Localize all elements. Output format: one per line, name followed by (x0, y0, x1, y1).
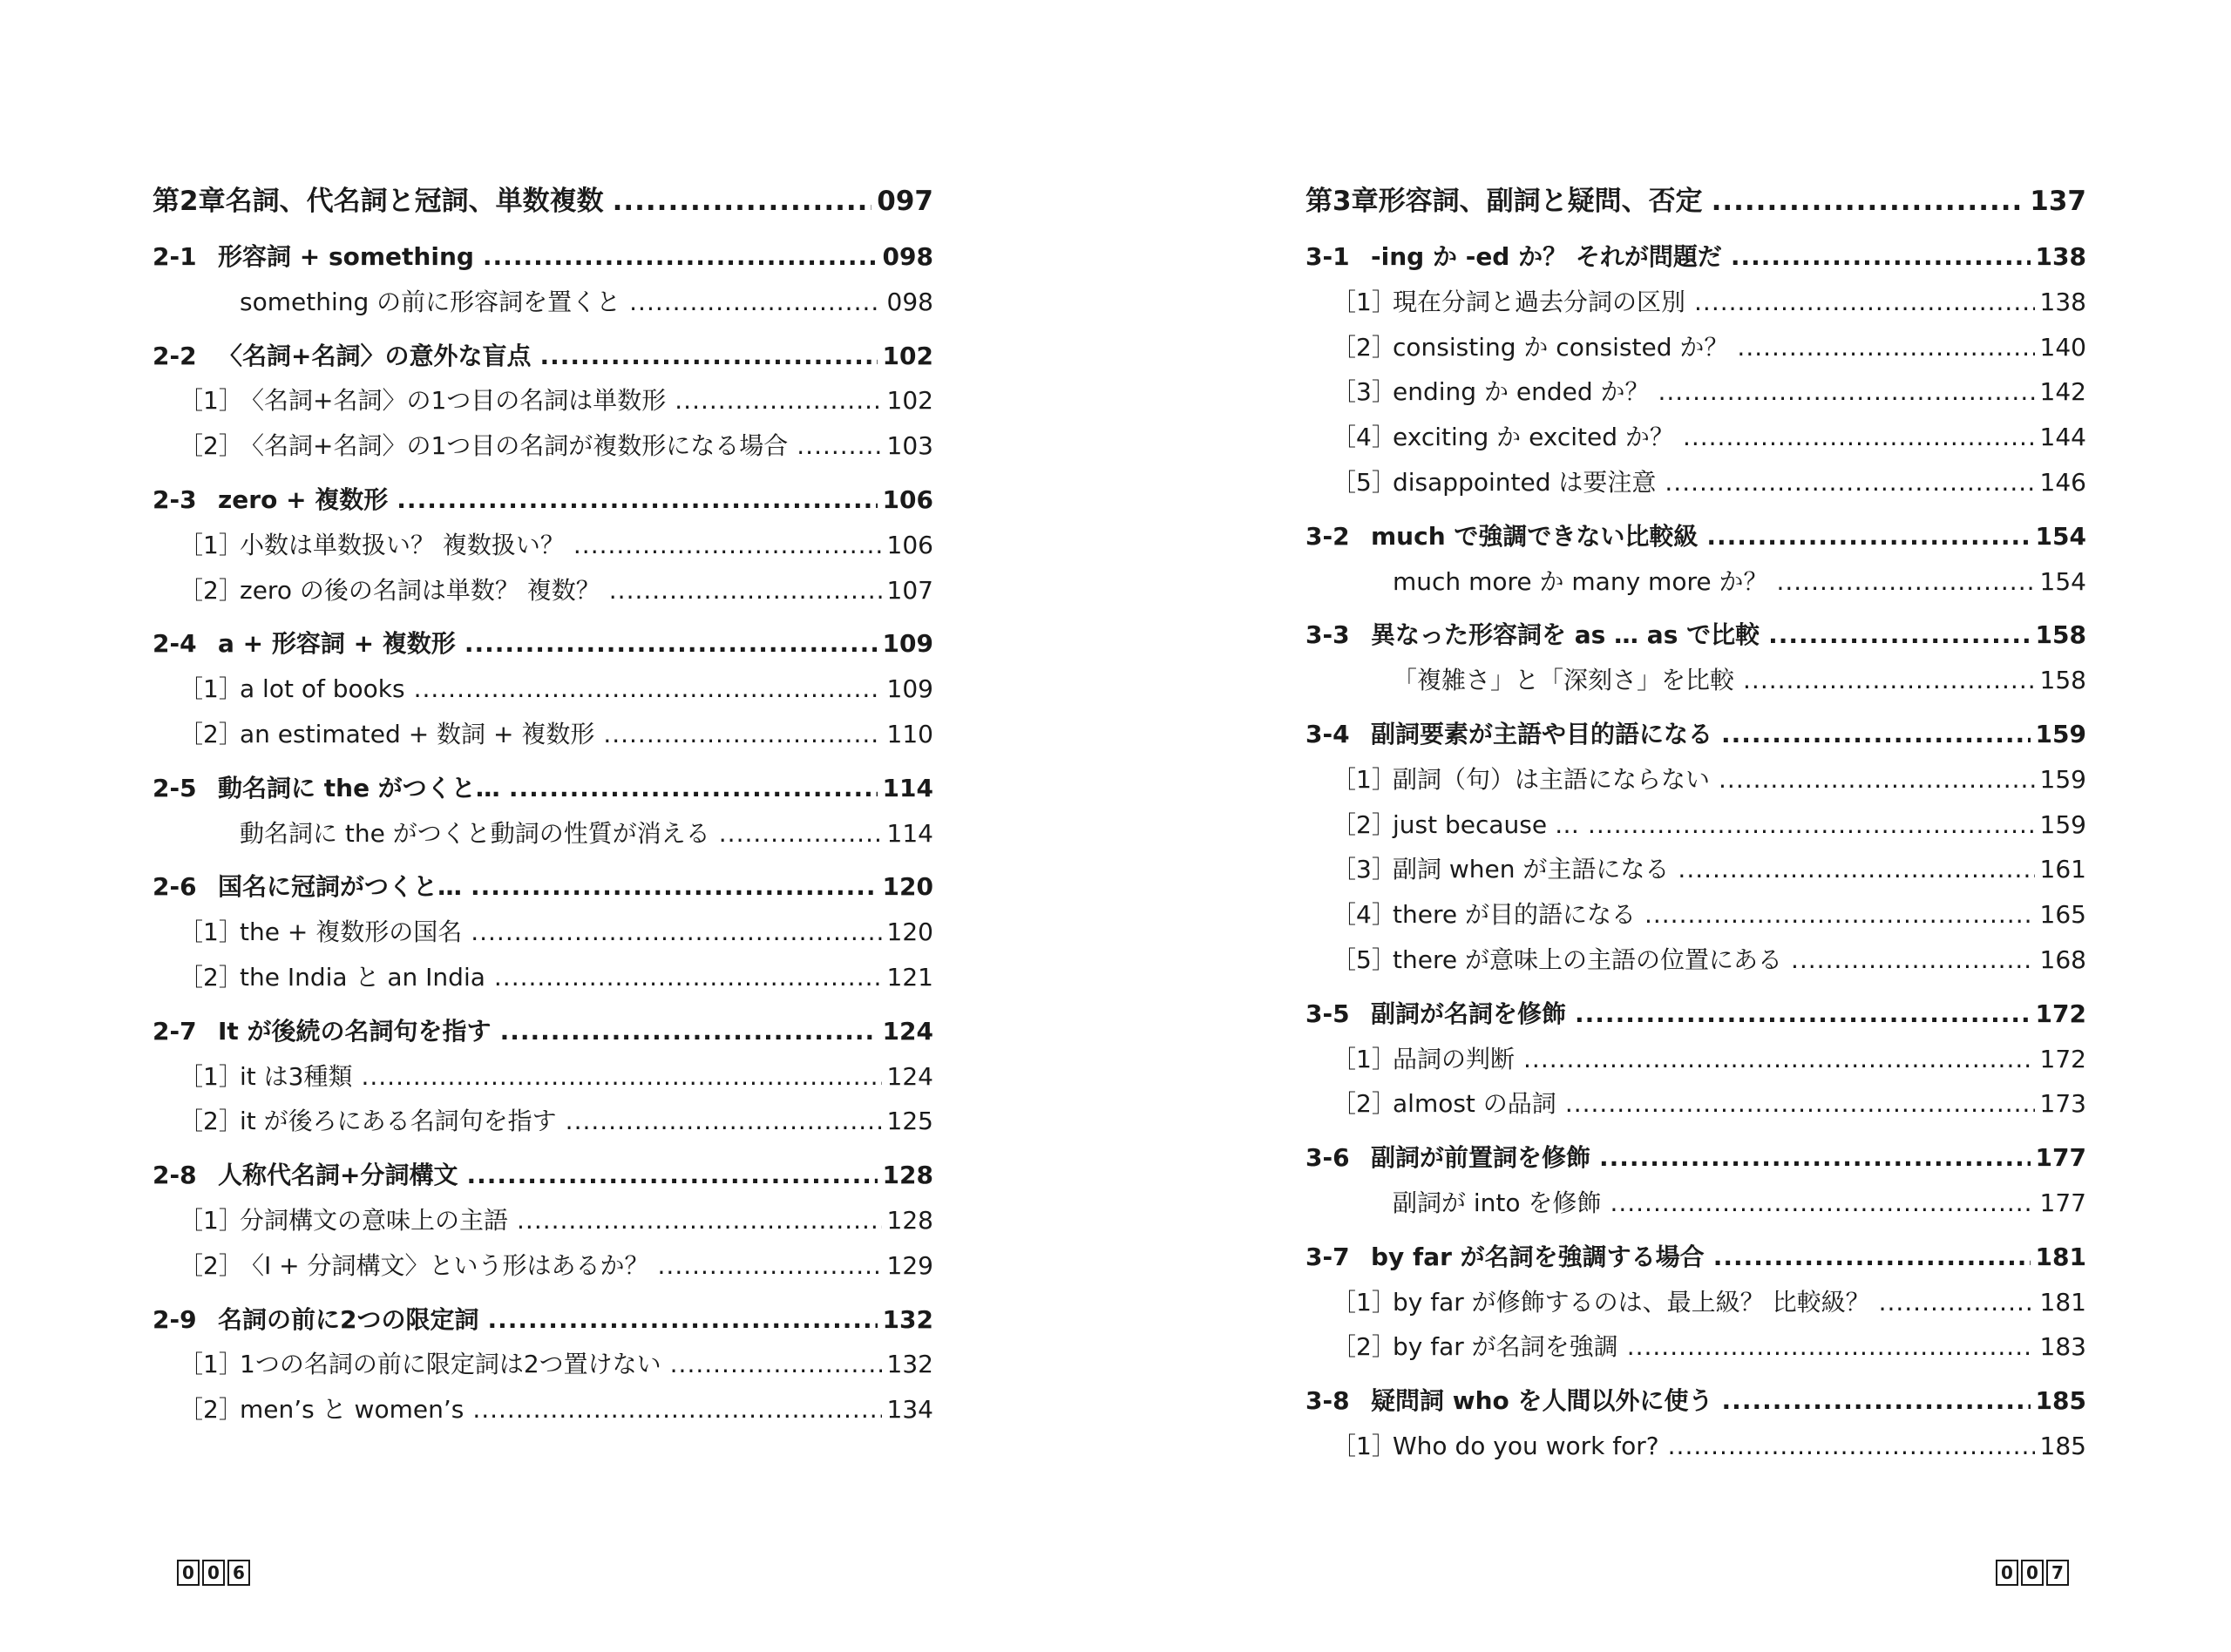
section-number: 2-6 (153, 872, 197, 902)
subentry-index: ［1］ (1332, 1431, 1396, 1460)
toc-subentry (153, 572, 933, 617)
leader-dots (1694, 288, 2035, 316)
entry-title: it が後ろにある名詞句を指す (240, 1107, 557, 1136)
toc-subentry (1305, 1184, 2086, 1229)
leader-dots (1588, 810, 2035, 839)
entry-title: zero の後の名詞は単数？ 複数？ (240, 575, 600, 605)
leader-dots (1722, 1386, 2031, 1415)
entry-page-number: 103 (886, 431, 933, 461)
section-number: 2-9 (153, 1304, 197, 1334)
section-number: 2-3 (153, 484, 197, 514)
toc-column-left (153, 179, 933, 1436)
section-number: 3-4 (1305, 719, 1350, 748)
entry-title: it は3種類 (240, 1061, 353, 1091)
toc-subentry (153, 1102, 933, 1148)
leader-dots (1719, 765, 2035, 794)
toc-subentry (153, 283, 933, 328)
toc-subentry (153, 382, 933, 427)
entry-page-number: 185 (2035, 1386, 2086, 1416)
entry-page-number: 168 (2039, 944, 2086, 974)
entry-title: 現在分詞と過去分詞の区別 (1393, 287, 1686, 316)
entry-title: exciting か excited か？ (1393, 423, 1674, 452)
subentry-index: ［1］ (1332, 764, 1396, 794)
entry-title: 1つの名詞の前に限定詞は2つ置けない (240, 1350, 661, 1379)
entry-title: ending か ended か？ (1393, 377, 1650, 407)
entry-page-number: 161 (2039, 855, 2086, 884)
entry-page-number: 159 (2035, 719, 2086, 748)
entry-page-number: 107 (886, 575, 933, 605)
entry-title: 副詞が into を修飾 (1393, 1188, 1602, 1217)
toc-subentry (1305, 328, 2086, 374)
leader-dots (397, 485, 877, 514)
section-number: 2-8 (153, 1161, 197, 1190)
entry-title: a lot of books (240, 674, 405, 704)
entry-title: -ing か -ed か？ それが問題だ (1371, 242, 1722, 271)
entry-title: much more か many more か？ (1393, 566, 1768, 596)
leader-dots (517, 1206, 882, 1235)
right-page (1116, 0, 2231, 1652)
entry-page-number: 142 (2039, 377, 2086, 407)
leader-dots (566, 1107, 882, 1135)
leader-dots (414, 674, 882, 703)
entry-title: almost の品詞 (1393, 1089, 1556, 1119)
leader-dots (719, 819, 882, 848)
toc-subentry (1305, 1040, 2086, 1086)
entry-page-number: 172 (2039, 1044, 2086, 1073)
toc-section-entry (153, 1156, 933, 1202)
entry-title: an estimated + 数詞 + 複数形 (240, 719, 595, 748)
entry-title: there が目的語になる (1393, 900, 1636, 930)
entry-page-number: 132 (886, 1350, 933, 1379)
section-number: 3-5 (1305, 999, 1350, 1028)
section-number: 3-2 (1305, 521, 1350, 551)
leader-dots (471, 872, 878, 901)
folio-digit: 0 (1996, 1560, 2018, 1586)
leader-dots (1706, 522, 2030, 551)
entry-page-number: 159 (2039, 764, 2086, 794)
entry-title: 副詞要素が主語や目的語になる (1371, 719, 1713, 748)
folio-digit: 0 (177, 1560, 200, 1586)
toc-subentry (153, 1058, 933, 1103)
leader-dots (1575, 999, 2031, 1028)
folio-digit: 0 (2021, 1560, 2044, 1586)
leader-dots (658, 1251, 882, 1280)
entry-title: 疑問詞 who を人間以外に使う (1371, 1386, 1713, 1416)
entry-title: disappointed は要注意 (1393, 467, 1657, 497)
section-number: 3-8 (1305, 1386, 1350, 1416)
entry-page-number: 138 (2039, 287, 2086, 316)
toc-subentry (1305, 464, 2086, 509)
leader-dots (797, 431, 881, 460)
entry-page-number: 120 (882, 872, 933, 902)
entry-page-number: 185 (2039, 1431, 2086, 1460)
entry-title: 副詞が前置詞を修飾 (1371, 1143, 1591, 1173)
leader-dots (1879, 1288, 2035, 1317)
entry-page-number: 154 (2039, 566, 2086, 596)
toc-section-entry (1305, 715, 2086, 761)
leader-dots (613, 186, 872, 217)
leader-dots (1776, 567, 2034, 596)
toc-column-right (1305, 179, 2086, 1473)
entry-page-number: 114 (886, 818, 933, 848)
section-number: 2-7 (153, 1016, 197, 1046)
chapter-page: 137 (2030, 186, 2086, 217)
entry-page-number: 159 (2039, 809, 2086, 839)
entry-page-number: 154 (2035, 521, 2086, 551)
leader-dots (466, 1161, 877, 1189)
subentry-index: ［5］ (1332, 467, 1396, 497)
entry-page-number: 138 (2035, 242, 2086, 271)
section-number: 2-2 (153, 341, 197, 370)
toc-section-entry (1305, 1238, 2086, 1283)
leader-dots (1712, 186, 2025, 217)
leader-dots (1678, 855, 2034, 884)
section-number: 2-1 (153, 242, 197, 271)
entry-page-number: 134 (886, 1395, 933, 1425)
toc-subentry (153, 427, 933, 472)
folio-digit: 7 (2046, 1560, 2069, 1586)
toc-subentry (1305, 1085, 2086, 1130)
entry-page-number: 128 (886, 1205, 933, 1235)
subentry-index: ［4］ (1332, 423, 1396, 452)
entry-title: 動名詞に the がつくと… (218, 773, 500, 802)
entry-page-number: 173 (2039, 1089, 2086, 1119)
entry-title: by far が名詞を強調 (1393, 1332, 1618, 1362)
entry-page-number: 114 (882, 773, 933, 802)
subentry-index: ［2］ (179, 1107, 243, 1136)
leader-dots (1658, 377, 2035, 406)
subentry-index: ［1］ (1332, 287, 1396, 316)
toc-subentry (153, 715, 933, 761)
leader-dots (1743, 666, 2035, 694)
entry-title: 名詞の前に2つの限定詞 (218, 1304, 479, 1334)
entry-page-number: 165 (2039, 900, 2086, 930)
chapter-number: 第2章 (153, 186, 226, 217)
entry-title: by far が修飾するのは、最上級？ 比較級？ (1393, 1287, 1870, 1317)
toc-section-entry (1305, 238, 2086, 283)
toc-entries (1305, 238, 2086, 1473)
subentry-index: ［1］ (179, 917, 243, 947)
leader-dots (1668, 1432, 2035, 1460)
entry-title: 〈名詞+名詞〉の1つ目の名詞が複数形になる場合 (240, 431, 789, 461)
toc-subentry (153, 526, 933, 572)
leader-dots (1665, 468, 2034, 497)
toc-subentry (153, 958, 933, 1004)
entry-page-number: 177 (2039, 1188, 2086, 1217)
entry-title: men’s と women’s (240, 1395, 465, 1425)
entry-page-number: 158 (2039, 666, 2086, 695)
leader-dots (1731, 242, 2031, 271)
leader-dots (465, 629, 878, 658)
entry-title: 副詞（句）は主語にならない (1393, 764, 1711, 794)
subentry-index: ［2］ (1332, 332, 1396, 362)
leader-dots (494, 963, 882, 992)
leader-dots (1599, 1143, 2031, 1172)
leader-dots (1644, 900, 2035, 929)
leader-dots (361, 1062, 881, 1091)
chapter-heading (153, 179, 933, 229)
entry-page-number: 181 (2035, 1242, 2086, 1271)
toc-subentry (1305, 563, 2086, 608)
entry-title: 〈I + 分詞構文〉という形はあるか？ (240, 1250, 649, 1280)
subentry-index: ［2］ (1332, 1332, 1396, 1362)
toc-section-entry (153, 337, 933, 383)
toc-subentry (1305, 941, 2086, 986)
toc-section-entry (1305, 995, 2086, 1040)
leader-dots (1683, 423, 2035, 451)
leader-dots (1737, 333, 2034, 362)
entry-page-number: 106 (882, 484, 933, 514)
toc-section-entry (153, 868, 933, 913)
entry-page-number: 158 (2035, 620, 2086, 650)
entry-page-number: 121 (886, 962, 933, 992)
entry-page-number: 132 (882, 1304, 933, 1334)
toc-subentry (153, 1345, 933, 1391)
leader-dots (509, 774, 878, 802)
entry-page-number: 128 (882, 1161, 933, 1190)
toc-subentry (153, 815, 933, 860)
page-folio (177, 1560, 250, 1586)
leader-dots (539, 342, 877, 370)
leader-dots (1721, 720, 2031, 748)
entry-page-number: 102 (886, 386, 933, 416)
folio-digit: 0 (202, 1560, 225, 1586)
entry-title: by far が名詞を強調する場合 (1371, 1242, 1705, 1271)
toc-subentry (1305, 850, 2086, 896)
toc-subentry (1305, 806, 2086, 851)
toc-subentry (153, 1247, 933, 1292)
leader-dots (1523, 1045, 2035, 1073)
chapter-number: 第3章 (1305, 186, 1379, 217)
toc-section-entry (153, 769, 933, 815)
subentry-index: ［2］ (1332, 809, 1396, 839)
entry-page-number: 172 (2035, 999, 2086, 1028)
entry-title: the + 複数形の国名 (240, 917, 463, 947)
subentry-index: ［3］ (1332, 377, 1396, 407)
subentry-index: ［1］ (179, 386, 243, 416)
toc-section-entry (1305, 1382, 2086, 1427)
entry-page-number: 098 (886, 287, 933, 316)
toc-subentry (1305, 418, 2086, 464)
section-number: 3-3 (1305, 620, 1350, 650)
toc-section-entry (153, 481, 933, 526)
section-number: 3-1 (1305, 242, 1350, 271)
leader-dots (483, 242, 878, 271)
entry-title: 副詞 when が主語になる (1393, 855, 1670, 884)
subentry-index: ［1］ (179, 1350, 243, 1379)
entry-title: 「複雑さ」と「深刻さ」を比較 (1393, 666, 1735, 695)
entry-title: 副詞が名詞を修飾 (1371, 999, 1567, 1028)
subentry-index: ［1］ (1332, 1044, 1396, 1073)
toc-subentry (1305, 1328, 2086, 1373)
subentry-index: ［2］ (179, 431, 243, 461)
entry-title: something の前に形容詞を置くと (240, 287, 621, 316)
leader-dots (471, 917, 881, 946)
subentry-index: ［1］ (179, 1061, 243, 1091)
page-folio (1996, 1560, 2069, 1586)
leader-dots (603, 720, 881, 748)
toc-subentry (153, 913, 933, 958)
subentry-index: ［4］ (1332, 900, 1396, 930)
chapter-heading (1305, 179, 2086, 229)
toc-subentry (1305, 761, 2086, 806)
entry-title: 小数は単数扱い？ 複数扱い？ (240, 530, 565, 559)
folio-digit: 6 (227, 1560, 250, 1586)
toc-section-entry (1305, 518, 2086, 563)
section-number: 2-5 (153, 773, 197, 802)
subentry-index: ［5］ (1332, 944, 1396, 974)
entry-title: 〈名詞+名詞〉の1つ目の名詞は単数形 (240, 386, 667, 416)
subentry-index: ［2］ (179, 1395, 243, 1425)
section-number: 3-7 (1305, 1242, 1350, 1271)
leader-dots (609, 576, 882, 605)
entry-title: just because … (1393, 809, 1580, 839)
entry-title: 国名に冠詞がつくと… (218, 872, 463, 902)
toc-section-entry (153, 1012, 933, 1058)
entry-page-number: 106 (886, 530, 933, 559)
leader-dots (670, 1350, 882, 1378)
entry-title: zero + 複数形 (218, 484, 389, 514)
entry-title: 異なった形容詞を as … as で比較 (1371, 620, 1760, 650)
subentry-index: ［1］ (179, 530, 243, 559)
entry-title: 分詞構文の意味上の主語 (240, 1205, 509, 1235)
toc-section-entry (153, 1301, 933, 1346)
entry-page-number: 125 (886, 1107, 933, 1136)
toc-subentry (1305, 1283, 2086, 1329)
entry-title: It が後続の名詞句を指す (218, 1016, 492, 1046)
leader-dots (1627, 1332, 2035, 1361)
entry-page-number: 124 (886, 1061, 933, 1091)
toc-subentry (1305, 896, 2086, 941)
subentry-index: ［2］ (179, 719, 243, 748)
toc-section-entry (1305, 616, 2086, 661)
entry-title: 〈名詞+名詞〉の意外な盲点 (218, 341, 532, 370)
toc-subentry (1305, 1427, 2086, 1473)
entry-page-number: 177 (2035, 1143, 2086, 1173)
toc-section-entry (153, 238, 933, 283)
entry-title: there が意味上の主語の位置にある (1393, 944, 1782, 974)
toc-subentry (153, 670, 933, 715)
chapter-title: 名詞、代名詞と冠詞、単数複数 (225, 186, 604, 217)
entry-page-number: 109 (886, 674, 933, 704)
entry-title: 人称代名詞+分詞構文 (218, 1161, 458, 1190)
subentry-index: ［2］ (1332, 1089, 1396, 1119)
subentry-index: ［2］ (179, 575, 243, 605)
section-number: 3-6 (1305, 1143, 1350, 1173)
entry-page-number: 183 (2039, 1332, 2086, 1362)
subentry-index: ［1］ (1332, 1287, 1396, 1317)
toc-subentry (1305, 283, 2086, 328)
entry-page-number: 129 (886, 1250, 933, 1280)
subentry-index: ［2］ (179, 1250, 243, 1280)
toc-section-entry (153, 625, 933, 670)
entry-page-number: 146 (2039, 467, 2086, 497)
leader-dots (573, 531, 882, 559)
toc-entries (153, 238, 933, 1436)
leader-dots (472, 1395, 881, 1424)
subentry-index: ［1］ (179, 674, 243, 704)
leader-dots (1768, 620, 2030, 649)
entry-title: consisting か consisted か？ (1393, 332, 1729, 362)
entry-title: a + 形容詞 + 複数形 (218, 629, 456, 659)
entry-title: Who do you work for? (1393, 1431, 1659, 1460)
section-number: 2-4 (153, 629, 197, 659)
subentry-index: ［1］ (179, 1205, 243, 1235)
entry-page-number: 124 (882, 1016, 933, 1046)
subentry-index: ［3］ (1332, 855, 1396, 884)
leader-dots (1565, 1089, 2035, 1118)
entry-page-number: 140 (2039, 332, 2086, 362)
entry-page-number: 110 (886, 719, 933, 748)
entry-title: 形容詞 + something (218, 242, 474, 271)
entry-title: much で強調できない比較級 (1371, 521, 1699, 551)
toc-section-entry (1305, 1139, 2086, 1184)
entry-page-number: 181 (2039, 1287, 2086, 1317)
chapter-title: 形容詞、副詞と疑問、否定 (1378, 186, 1703, 217)
entry-title: 動名詞に the がつくと動詞の性質が消える (240, 818, 710, 848)
leader-dots (500, 1017, 878, 1046)
entry-page-number: 120 (886, 917, 933, 947)
subentry-index: ［2］ (179, 962, 243, 992)
leader-dots (1610, 1188, 2034, 1217)
chapter-page: 097 (877, 186, 933, 217)
entry-page-number: 144 (2039, 423, 2086, 452)
leader-dots (675, 386, 881, 415)
leader-dots (629, 288, 881, 316)
leader-dots (487, 1305, 877, 1334)
leader-dots (1791, 945, 2035, 974)
toc-subentry (153, 1391, 933, 1436)
entry-title: the India と an India (240, 962, 485, 992)
leader-dots (1713, 1242, 2031, 1271)
toc-subentry (1305, 373, 2086, 418)
entry-title: 品詞の判断 (1393, 1044, 1516, 1073)
entry-page-number: 102 (882, 341, 933, 370)
entry-page-number: 109 (882, 629, 933, 659)
toc-subentry (1305, 661, 2086, 707)
entry-page-number: 098 (882, 242, 933, 271)
toc-subentry (153, 1202, 933, 1247)
